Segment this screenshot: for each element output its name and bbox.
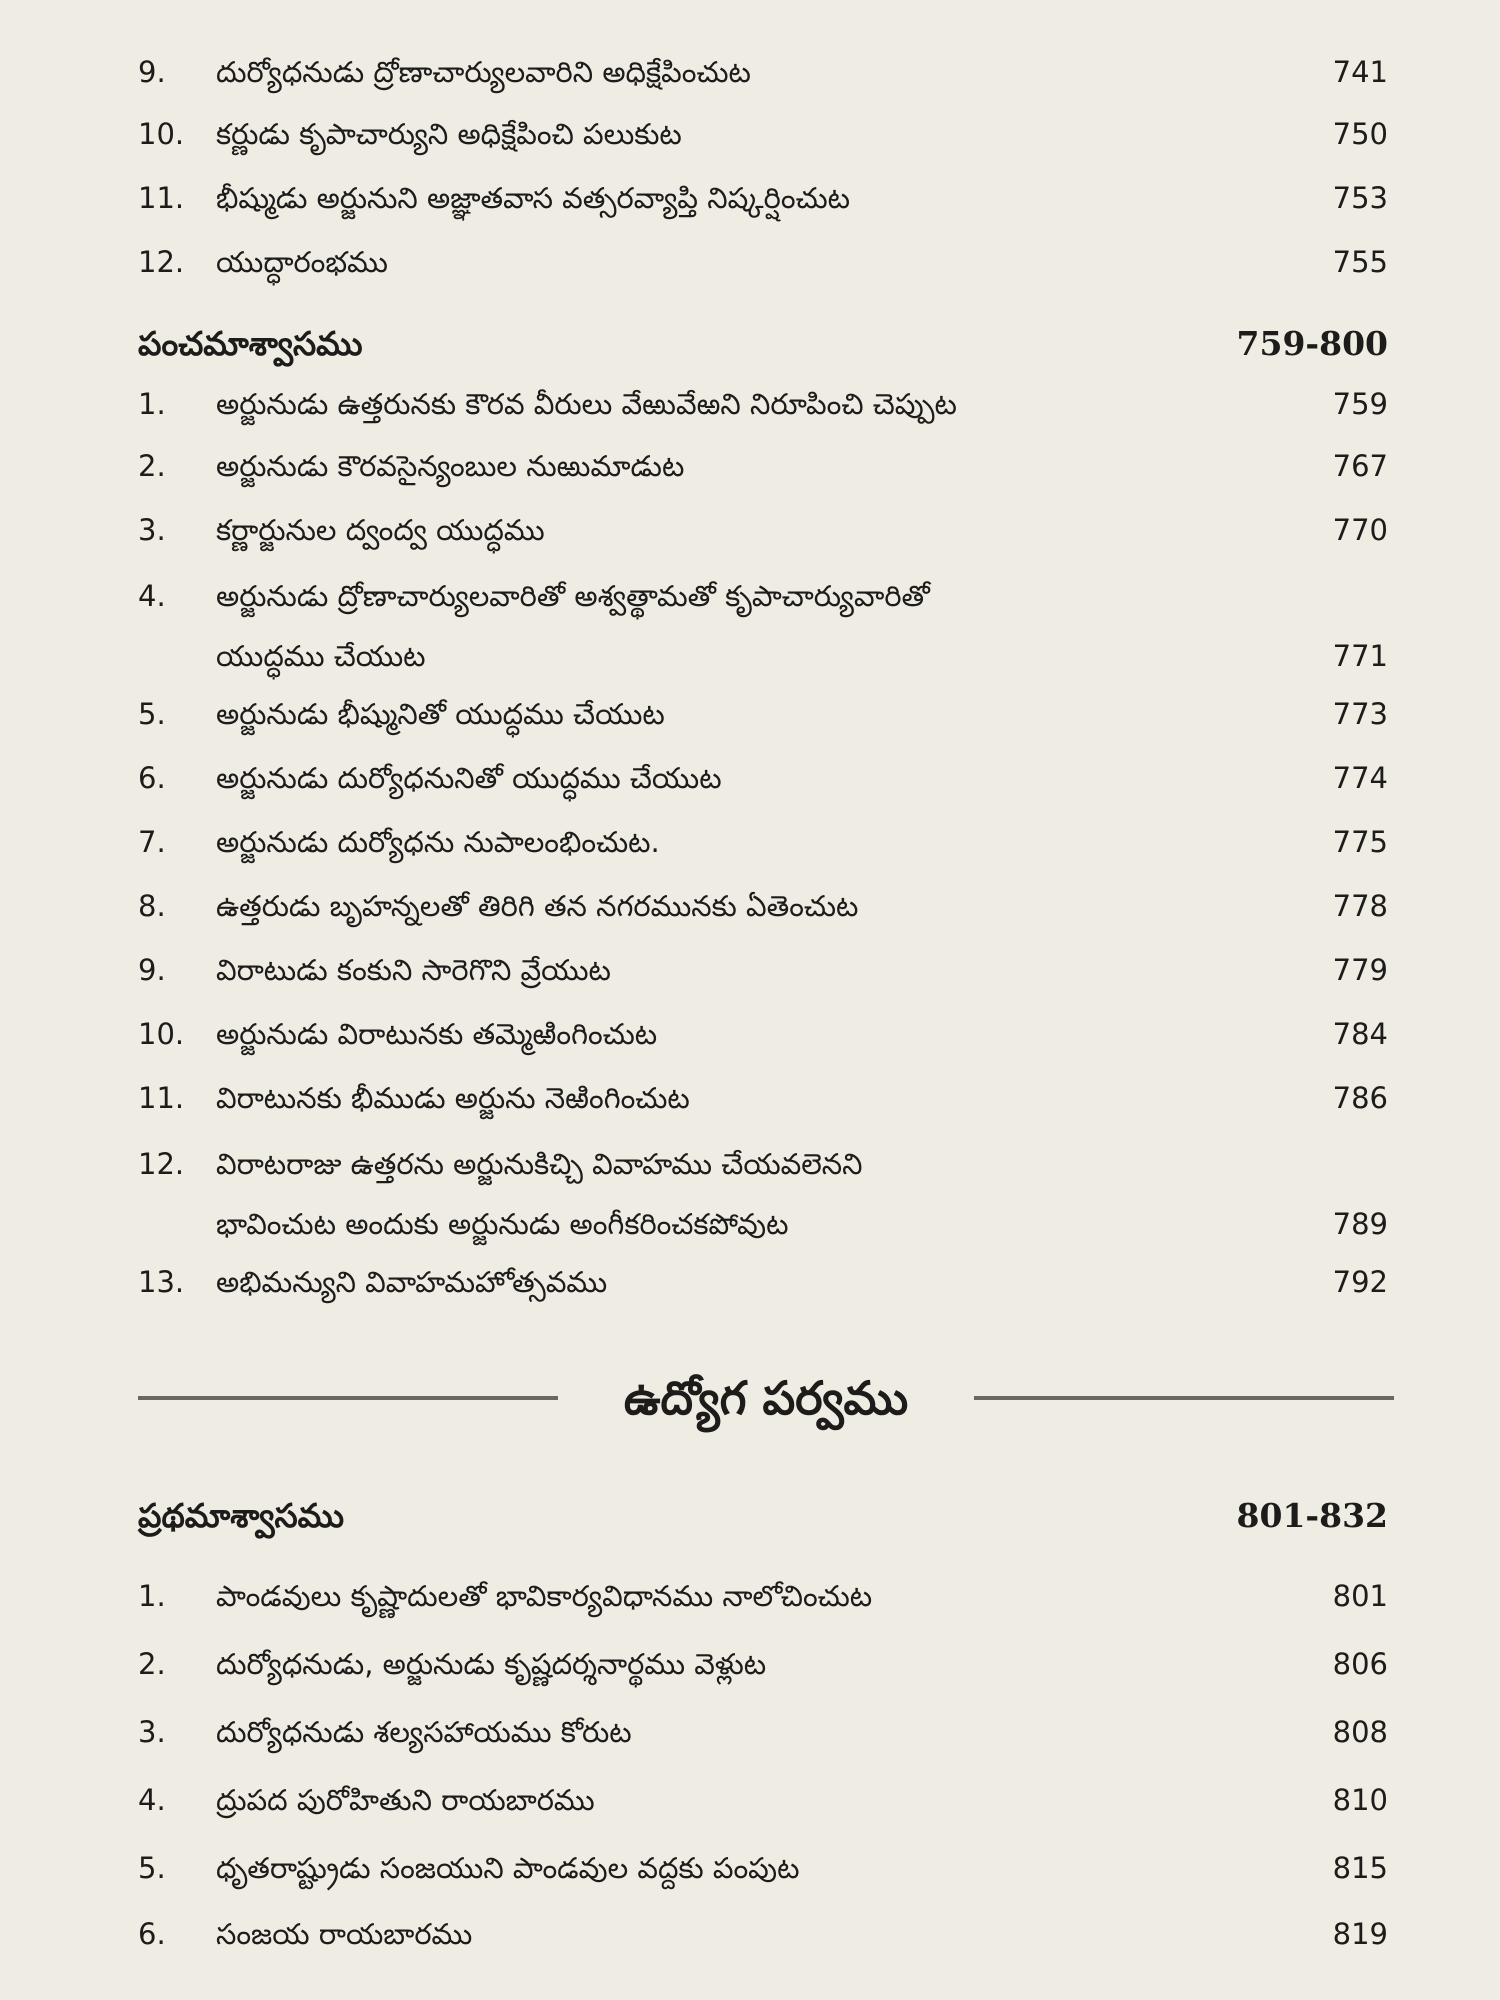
entry-title: అర్జునుడు కౌరవసైన్యంబుల నుఱుమాడుట xyxy=(216,449,685,483)
entry-page: 759 xyxy=(1332,387,1388,421)
entry-title: భీష్ముడు అర్జునుని అజ్ఞాతవాస వత్సరవ్యాప్తి నిష్కర్షించుట xyxy=(216,181,851,215)
toc-entry xyxy=(138,684,1388,744)
toc-entry xyxy=(138,1068,1388,1128)
entry-number: 6. xyxy=(138,1917,166,1951)
entry-title: కర్ణార్జునుల ద్వంద్వ యుద్ధము xyxy=(216,513,545,547)
entry-page: 755 xyxy=(1332,245,1388,279)
entry-title: అర్జునుడు భీష్మునితో యుద్ధము చేయుట xyxy=(216,697,665,731)
entry-page: 750 xyxy=(1332,117,1388,151)
entry-title: దుర్యోధనుడు ద్రోణాచార్యులవారిని అధిక్షేపించుట xyxy=(216,55,751,89)
entry-number: 8. xyxy=(138,889,166,923)
entry-page: 774 xyxy=(1332,761,1388,795)
entry-title: సంజయ రాయబారము xyxy=(216,1917,473,1951)
toc-entry xyxy=(138,1634,1388,1694)
entry-number: 6. xyxy=(138,761,166,795)
section-title: పంచమాశ్వాసము xyxy=(138,324,363,363)
entry-title-continued: యుద్ధము చేయుట xyxy=(216,639,426,673)
entry-title: అభిమన్యుని వివాహమహోత్సవము xyxy=(216,1265,608,1299)
toc-entry xyxy=(138,566,1388,686)
entry-number: 10. xyxy=(138,1017,185,1051)
entry-number: 2. xyxy=(138,1647,166,1681)
toc-entry xyxy=(138,1134,1388,1254)
entry-number: 7. xyxy=(138,825,166,859)
toc-entry xyxy=(138,104,1388,164)
entry-title: విరాటరాజు ఉత్తరను అర్జునుకిచ్చి వివాహము చేయవలెనని xyxy=(216,1147,863,1181)
entry-title-continued: భావించుట అందుకు అర్జునుడు అంగీకరించకపోవుట xyxy=(216,1207,789,1241)
entry-number: 9. xyxy=(138,953,166,987)
entry-page: 775 xyxy=(1332,825,1388,859)
entry-page: 779 xyxy=(1332,953,1388,987)
entry-page: 771 xyxy=(1332,639,1388,673)
entry-page: 808 xyxy=(1332,1715,1388,1749)
entry-page: 810 xyxy=(1332,1783,1388,1817)
entry-number: 10. xyxy=(138,117,185,151)
entry-page: 773 xyxy=(1332,697,1388,731)
toc-entry xyxy=(138,436,1388,496)
entry-page: 741 xyxy=(1332,55,1388,89)
toc-entry xyxy=(138,876,1388,936)
toc-entry xyxy=(138,940,1388,1000)
entry-title: దుర్యోధనుడు శల్యసహాయము కోరుట xyxy=(216,1715,632,1749)
entry-title: అర్జునుడు ద్రోణాచార్యులవారితో అశ్వత్థామతో కృపాచార్యువారితో xyxy=(216,579,930,613)
parva-divider xyxy=(138,1358,1394,1438)
entry-title: అర్జునుడు దుర్యోధనునితో యుద్ధము చేయుట xyxy=(216,761,722,795)
entry-number: 2. xyxy=(138,449,166,483)
entry-number: 4. xyxy=(138,579,166,613)
entry-title: అర్జునుడు ఉత్తరునకు కౌరవ వీరులు వేఱువేఱని నిరూపించి చెప్పుట xyxy=(216,387,957,421)
entry-number: 12. xyxy=(138,1147,185,1181)
entry-title: అర్జునుడు దుర్యోధను నుపాలంభించుట. xyxy=(216,825,660,859)
toc-entry xyxy=(138,748,1388,808)
parva-heading: ఉద్యోగ పర్వము xyxy=(623,1371,909,1425)
entry-title: యుద్ధారంభము xyxy=(216,245,388,279)
toc-entry xyxy=(138,168,1388,228)
entry-page: 819 xyxy=(1332,1917,1388,1951)
entry-number: 5. xyxy=(138,697,166,731)
entry-page: 801 xyxy=(1332,1579,1388,1613)
entry-number: 3. xyxy=(138,513,166,547)
entry-page: 789 xyxy=(1332,1207,1388,1241)
entry-page: 753 xyxy=(1332,181,1388,215)
section-heading xyxy=(138,1484,1388,1548)
entry-number: 12. xyxy=(138,245,185,279)
section-page-range: 801-832 xyxy=(1236,1496,1388,1535)
entry-page: 806 xyxy=(1332,1647,1388,1681)
toc-entry xyxy=(138,232,1388,292)
toc-entry xyxy=(138,500,1388,560)
entry-title: ధృతరాష్ట్రుడు సంజయుని పాండవుల వద్దకు పంపుట xyxy=(216,1851,800,1885)
section-page-range: 759-800 xyxy=(1236,324,1388,363)
entry-number: 1. xyxy=(138,1579,166,1613)
entry-title: అర్జునుడు విరాటునకు తమ్మెఱింగించుట xyxy=(216,1017,658,1051)
entry-page: 792 xyxy=(1332,1265,1388,1299)
entry-number: 4. xyxy=(138,1783,166,1817)
entry-number: 9. xyxy=(138,55,166,89)
entry-title: విరాటునకు భీముడు అర్జును నెఱింగించుట xyxy=(216,1081,690,1115)
toc-entry xyxy=(138,1904,1388,1964)
toc-entry xyxy=(138,1838,1388,1898)
entry-number: 1. xyxy=(138,387,166,421)
toc-entry xyxy=(138,1566,1388,1626)
toc-entry xyxy=(138,42,1388,102)
entry-title: ఉత్తరుడు బృహన్నలతో తిరిగి తన నగరమునకు ఏతెంచుట xyxy=(216,889,859,923)
entry-number: 11. xyxy=(138,181,185,215)
toc-entry xyxy=(138,374,1388,434)
toc-entry xyxy=(138,1702,1388,1762)
entry-page: 784 xyxy=(1332,1017,1388,1051)
entry-page: 786 xyxy=(1332,1081,1388,1115)
toc-entry xyxy=(138,1770,1388,1830)
entry-title: విరాటుడు కంకుని సారెగొని వ్రేయుట xyxy=(216,953,611,987)
entry-page: 815 xyxy=(1332,1851,1388,1885)
entry-title: పాండవులు కృష్ణాదులతో భావికార్యవిధానము నాలోచించుట xyxy=(216,1579,873,1613)
toc-entry xyxy=(138,812,1388,872)
divider-rule-left xyxy=(138,1396,558,1400)
entry-page: 770 xyxy=(1332,513,1388,547)
entry-number: 11. xyxy=(138,1081,185,1115)
entry-page: 778 xyxy=(1332,889,1388,923)
divider-rule-right xyxy=(974,1396,1394,1400)
entry-title: ద్రుపద పురోహితుని రాయబారము xyxy=(216,1783,595,1817)
section-heading xyxy=(138,312,1388,376)
toc-entry xyxy=(138,1004,1388,1064)
entry-title: దుర్యోధనుడు, అర్జునుడు కృష్ణదర్శనార్థము వెళ్లుట xyxy=(216,1647,767,1681)
section-title: ప్రథమాశ్వాసము xyxy=(138,1496,344,1535)
entry-number: 5. xyxy=(138,1851,166,1885)
entry-page: 767 xyxy=(1332,449,1388,483)
entry-title: కర్ణుడు కృపాచార్యుని అధిక్షేపించి పలుకుట xyxy=(216,117,682,151)
toc-entry xyxy=(138,1252,1388,1312)
entry-number: 3. xyxy=(138,1715,166,1749)
entry-number: 13. xyxy=(138,1265,185,1299)
